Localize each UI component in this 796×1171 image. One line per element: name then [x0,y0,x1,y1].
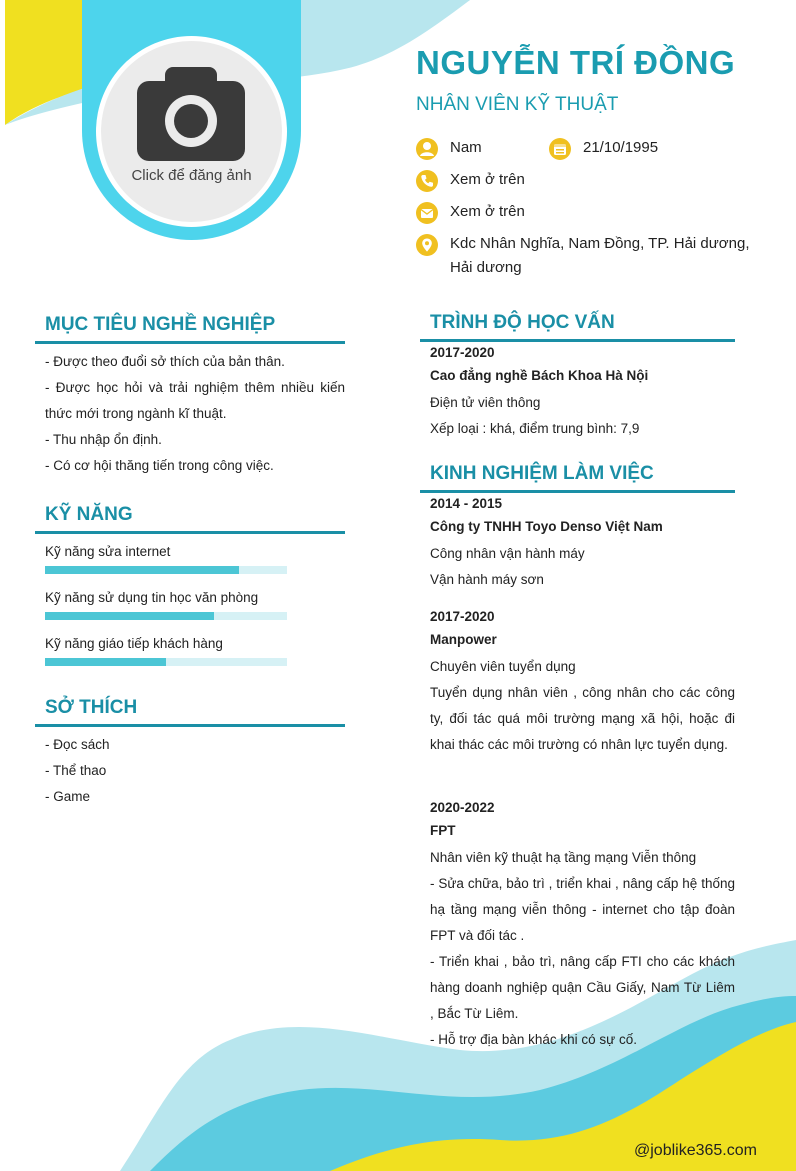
job-detail: Vận hành máy sơn [430,572,544,587]
hobbies-list [45,732,345,810]
skill-bar-fill [45,658,166,666]
objective-divider [35,341,345,344]
skill-label: Kỹ năng sửa internet [45,544,171,559]
education-school: Cao đẳng nghề Bách Khoa Hà Nội [430,368,649,383]
objective-item: - Được học hỏi và trải nghiệm thêm nhiều kiến thức mới trong ngành kĩ thuật. [45,380,345,421]
person-icon [416,138,438,160]
experience-job [430,608,735,758]
job-period: 2020-2022 [430,800,495,815]
job-title: NHÂN VIÊN KỸ THUẬT [416,94,619,115]
photo-caption: Click để đăng ảnh [131,167,252,184]
skill-bar [45,658,287,666]
job-detail: - Hỗ trợ địa bàn khác khi có sự cố. [430,1032,637,1047]
skill-bar-fill [45,566,239,574]
objective-item: - Được theo đuổi sở thích của bản thân. [45,354,285,369]
candidate-name: NGUYỄN TRÍ ĐỒNG [416,44,736,81]
skills-divider [35,531,345,534]
location-pin-icon [416,234,438,256]
address-value: Kdc Nhân Nghĩa, Nam Đồng, TP. Hải dương, Hải dương [450,235,750,276]
job-period: 2017-2020 [430,609,495,624]
objective-item: - Có cơ hội thăng tiến trong công việc. [45,458,274,473]
education-period: 2017-2020 [430,345,495,360]
education-title: TRÌNH ĐỘ HỌC VẤN [430,312,615,333]
hobbies-divider [35,724,345,727]
objective-item: - Thu nhập ổn định. [45,432,162,447]
gender-value: Nam [450,139,482,156]
hobby-item: - Game [45,789,91,804]
job-role: Công nhân vận hành máy [430,546,585,561]
skill-label: Kỹ năng giáo tiếp khách hàng [45,636,223,651]
job-role: Chuyên viên tuyển dụng [430,659,576,674]
job-detail: - Triển khai , bảo trì, nâng cấp FTI cho các khách hàng doanh nghiệp quận Cầu Giấy, Nam Từ Liêm , Bắc Từ Liêm. [430,954,735,1021]
skill-bar [45,566,287,574]
hobby-item: - Thể thao [45,763,107,778]
education-divider [420,339,735,342]
education-major: Điện tử viên thông [430,395,541,410]
experience-divider [420,490,735,493]
skill-label: Kỹ năng sử dụng tin học văn phòng [45,590,259,605]
job-role: Nhân viên kỹ thuật hạ tầng mạng Viễn thông [430,850,697,865]
skills-title: KỸ NĂNG [45,504,133,525]
education-grade: Xếp loại : khá, điểm trung bình: 7,9 [430,421,640,436]
birthdate-value: 21/10/1995 [583,139,659,156]
objective-list [45,349,345,479]
phone-value: Xem ở trên [450,171,525,188]
education-block [430,344,735,442]
email-icon [416,202,438,224]
objective-title: MỤC TIÊU NGHỀ NGHIỆP [45,314,276,335]
experience-title: KINH NGHIỆM LÀM VIỆC [430,463,654,484]
experience-job [430,799,735,1053]
job-period: 2014 - 2015 [430,496,503,511]
job-company: Manpower [430,632,497,647]
job-detail: Tuyển dụng nhân viên , công nhân cho các công ty, đối tác quá môi trường mạng xã hội, hoặc đi khai thác các môi trường có nhân lực tuyển dụng. [430,685,735,752]
hobby-item: - Đọc sách [45,737,110,752]
camera-icon [137,67,245,161]
skill-bar-fill [45,612,214,620]
job-detail: - Sửa chữa, bảo trì , triển khai , nâng cấp hệ thống hạ tầng mạng viễn thông - internet cho tập đoàn FPT và đối tác . [430,876,735,943]
phone-icon [416,170,438,192]
experience-job [430,495,735,593]
upload-photo-button[interactable] [101,41,282,222]
job-company: Công ty TNHH Toyo Denso Việt Nam [430,519,663,534]
site-watermark: @joblike365.com [634,1142,757,1159]
hobbies-title: SỞ THÍCH [45,697,138,718]
calendar-icon [549,138,571,160]
skill-bar [45,612,287,620]
email-value: Xem ở trên [450,203,525,220]
job-company: FPT [430,823,456,838]
